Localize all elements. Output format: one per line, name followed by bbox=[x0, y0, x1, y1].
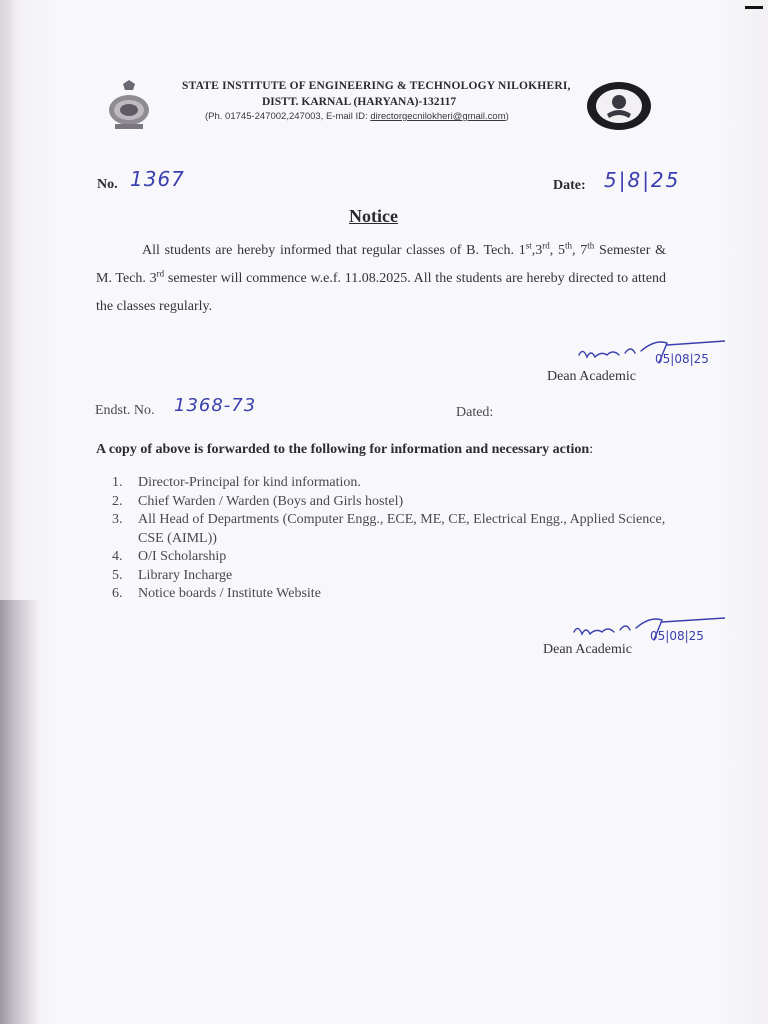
list-item: 3. All Head of Departments (Computer Engg., ECE, ME, CE, Electrical Engg., Applied Science, CSE (AIML)) bbox=[112, 512, 666, 546]
signature-1-handwritten bbox=[575, 333, 725, 373]
svg-text:05|08|25: 05|08|25 bbox=[655, 352, 709, 366]
institute-name: STATE INSTITUTE OF ENGINEERING & TECHNOLOGY NILOKHERI, bbox=[182, 80, 571, 92]
signatory-1-title: Dean Academic bbox=[547, 369, 637, 384]
notice-number-handwritten: 1367 bbox=[130, 167, 185, 191]
endorsement-number-handwritten: 1368-73 bbox=[174, 395, 257, 416]
scan-shadow bbox=[0, 0, 14, 600]
endorsement-label: Endst. No. bbox=[95, 403, 155, 418]
signatory-2-title: Dean Academic bbox=[543, 642, 633, 657]
list-item: 4. O/I Scholarship bbox=[112, 549, 227, 564]
list-item: 6. Notice boards / Institute Website bbox=[112, 586, 321, 601]
notice-date-label: Date: bbox=[553, 178, 586, 193]
institute-logo-icon bbox=[585, 80, 653, 132]
institute-address: DISTT. KARNAL (HARYANA)-132117 bbox=[262, 96, 457, 108]
contact-phone: (Ph. 01745-247002,247003, E-mail ID: bbox=[205, 111, 371, 122]
institute-contact bbox=[205, 111, 509, 122]
notice-title: Notice bbox=[349, 206, 398, 226]
haryana-state-emblem-icon bbox=[105, 80, 153, 132]
list-item: 5. Library Incharge bbox=[112, 567, 233, 583]
notice-date-handwritten: 5|8|25 bbox=[604, 168, 681, 192]
svg-text:05|08|25: 05|08|25 bbox=[650, 629, 704, 643]
list-item: 1. Director-Principal for kind information. bbox=[112, 475, 361, 490]
endorsement-dated-label: Dated: bbox=[456, 405, 494, 420]
forward-instruction: A copy of above is forwarded to the following for information and necessary action: bbox=[96, 442, 594, 457]
list-item: 2. Chief Warden / Warden (Boys and Girls hostel) bbox=[112, 493, 404, 509]
notice-number-label: No. bbox=[97, 177, 118, 192]
distribution-list bbox=[112, 474, 672, 604]
contact-email-link[interactable]: directorgecnilokheri@gmail.com bbox=[370, 111, 506, 122]
scan-edge-mark bbox=[745, 6, 763, 9]
notice-body: All students are hereby informed that regular classes of B. Tech. 1st,3rd, 5th, 7th Semester & M. Tech. 3rd semester will commence w.e.f. 11.08.2025. All the students are hereby directed to attend the classes regularly. bbox=[96, 240, 667, 314]
scan-shadow-bottom bbox=[0, 600, 40, 1024]
contact-close: ) bbox=[505, 111, 509, 122]
